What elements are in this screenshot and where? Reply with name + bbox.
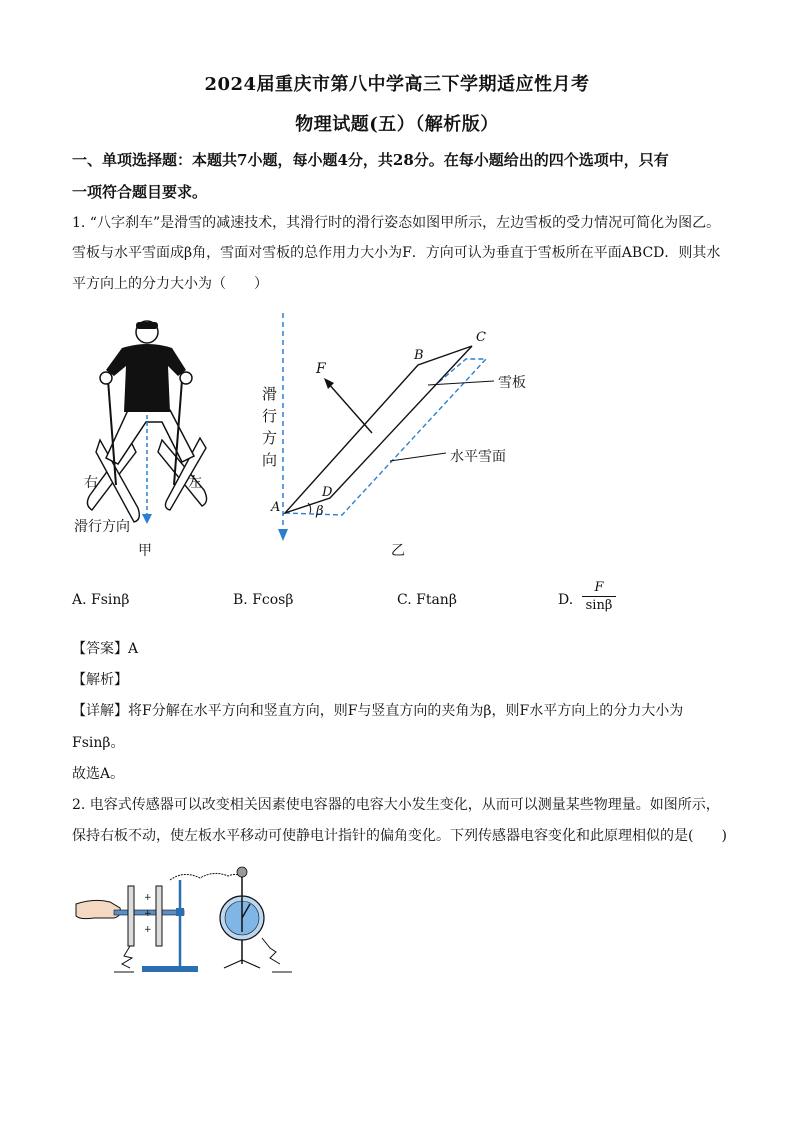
figure-yi-board [250, 305, 550, 545]
caption-yi: 乙 [391, 543, 405, 559]
q1-detail-line2: Fsinβ。 [72, 735, 125, 751]
figure-q2-capacitor [74, 860, 304, 990]
fraction-denominator: sinβ [585, 598, 613, 613]
label-snow: 水平雪面 [450, 449, 506, 465]
label-F: F [316, 361, 326, 377]
label-beta: β [316, 504, 324, 519]
label-direction: 滑行方向 [74, 519, 130, 535]
q1-conclusion: 故选A。 [72, 766, 125, 782]
q2-stem-line1: 2. 电容式传感器可以改变相关因素使电容器的电容大小发生变化，从而可以测量某些物理量。如图所示， [72, 797, 720, 813]
option-d-fraction [582, 580, 616, 613]
label-D: D [322, 485, 333, 500]
fraction-numerator: F [594, 580, 604, 595]
caption-jia: 甲 [138, 543, 152, 559]
page-title: 2024届重庆市第八中学高三下学期适应性月考 [204, 74, 590, 95]
label-right: 右 [84, 475, 98, 491]
page-subtitle: 物理试题(五）（解析版） [295, 114, 499, 135]
vchar: 行 [262, 407, 278, 425]
fraction-bar [582, 596, 616, 597]
section-heading-line2: 一项符合题目要求。 [72, 183, 208, 201]
option-b: B. Fcosβ [233, 592, 294, 608]
q1-stem-line2: 雪板与水平雪面成β角，雪面对雪板的总作用力大小为F．方向可认为垂直于雪板所在平面ABCD．则其水 [72, 245, 721, 261]
option-d: D. [558, 592, 574, 608]
svg-text:+: + [144, 909, 152, 919]
label-A: A [271, 500, 281, 515]
q1-answer: 【答案】A [72, 641, 139, 657]
option-a: A. Fsinβ [72, 592, 130, 608]
q1-stem-line3: 平方向上的分力大小为（ ） [72, 276, 268, 292]
q1-analysis: 【解析】 [72, 672, 128, 688]
svg-text:+: + [144, 893, 152, 903]
q2-stem-line2: 保持右板不动，使左板水平移动可使静电计指针的偏角变化。下列传感器电容变化和此原理相似的是( ) [72, 828, 727, 844]
label-slide-direction [262, 383, 278, 471]
label-B: B [414, 348, 424, 363]
label-C: C [476, 330, 486, 345]
label-left: 左 [188, 475, 202, 491]
vchar: 向 [262, 451, 278, 469]
q1-stem-line1: 1. “八字刹车”是滑雪的减速技术，其滑行时的滑行姿态如图甲所示，左边雪板的受力情况可简化为图乙。 [72, 215, 721, 231]
section-heading-line1: 一、单项选择题：本题共7小题，每小题4分，共28分。在每小题给出的四个选项中，只有 [72, 151, 669, 169]
svg-text:+: + [144, 925, 152, 935]
vchar: 滑 [262, 385, 278, 403]
option-c: C. Ftanβ [397, 592, 457, 608]
q1-detail-line1: 【详解】将F分解在水平方向和竖直方向，则F与竖直方向的夹角为β，则F水平方向上的分力大小为 [72, 703, 684, 719]
label-board: 雪板 [498, 375, 526, 391]
vchar: 方 [262, 429, 278, 447]
